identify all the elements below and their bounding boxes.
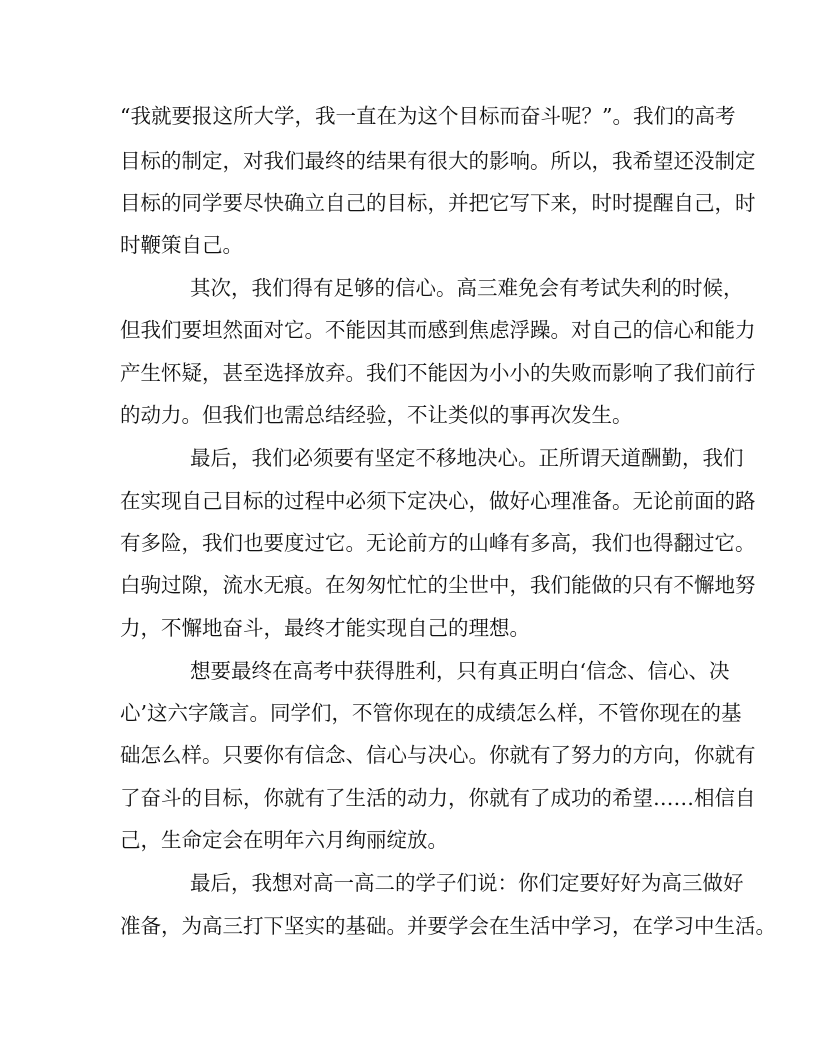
- text-line: 但我们要坦然面对它。不能因其而感到焦虑浮躁。对自己的信心和能力: [120, 318, 756, 342]
- text-line: 有多险，我们也要度过它。无论前方的山峰有多高，我们也得翻过它。: [120, 531, 756, 555]
- text-line: 己，生命定会在明年六月绚丽绽放。: [120, 828, 448, 852]
- text-line: 时鞭策自己。: [120, 233, 243, 257]
- text-line: 心’这六字箴言。同学们，不管你现在的成绩怎么样，不管你现在的基: [120, 701, 742, 725]
- paragraph-first-line: 最后，我们必须要有坚定不移地决心。正所谓天道酬勤，我们: [190, 446, 744, 470]
- text-line: 目标的制定，对我们最终的结果有很大的影响。所以，我希望还没制定: [120, 149, 756, 173]
- text-line: 了奋斗的目标，你就有了生活的动力，你就有了成功的希望……相信自: [120, 786, 756, 810]
- paragraph-first-line: 最后，我想对高一高二的学子们说：你们定要好好为高三做好: [190, 871, 744, 895]
- text-line: 的动力。但我们也需总结经验，不让类似的事再次发生。: [120, 403, 633, 427]
- text-line: 力，不懈地奋斗，最终才能实现自己的理想。: [120, 616, 530, 640]
- text-line: 在实现自己目标的过程中必须下定决心，做好心理准备。无论前面的路: [120, 489, 756, 513]
- text-line: “我就要报这所大学，我一直在为这个目标而奋斗呢？”。我们的高考: [120, 104, 736, 128]
- text-line: 准备，为高三打下坚实的基础。并要学会在生活中学习，在学习中生活。: [120, 914, 776, 938]
- paragraph-first-line: 其次，我们得有足够的信心。高三难免会有考试失利的时候，: [190, 276, 744, 300]
- text-line: 础怎么样。只要你有信念、信心与决心。你就有了努力的方向，你就有: [120, 743, 756, 767]
- text-line: 白驹过隙，流水无痕。在匆匆忙忙的尘世中，我们能做的只有不懈地努: [120, 573, 756, 597]
- paragraph-first-line: 想要最终在高考中获得胜利，只有真正明白‘信念、信心、决: [190, 659, 730, 683]
- text-line: 产生怀疑，甚至选择放弃。我们不能因为小小的失败而影响了我们前行: [120, 361, 756, 385]
- text-line: 目标的同学要尽快确立自己的目标，并把它写下来，时时提醒自己，时: [120, 191, 756, 215]
